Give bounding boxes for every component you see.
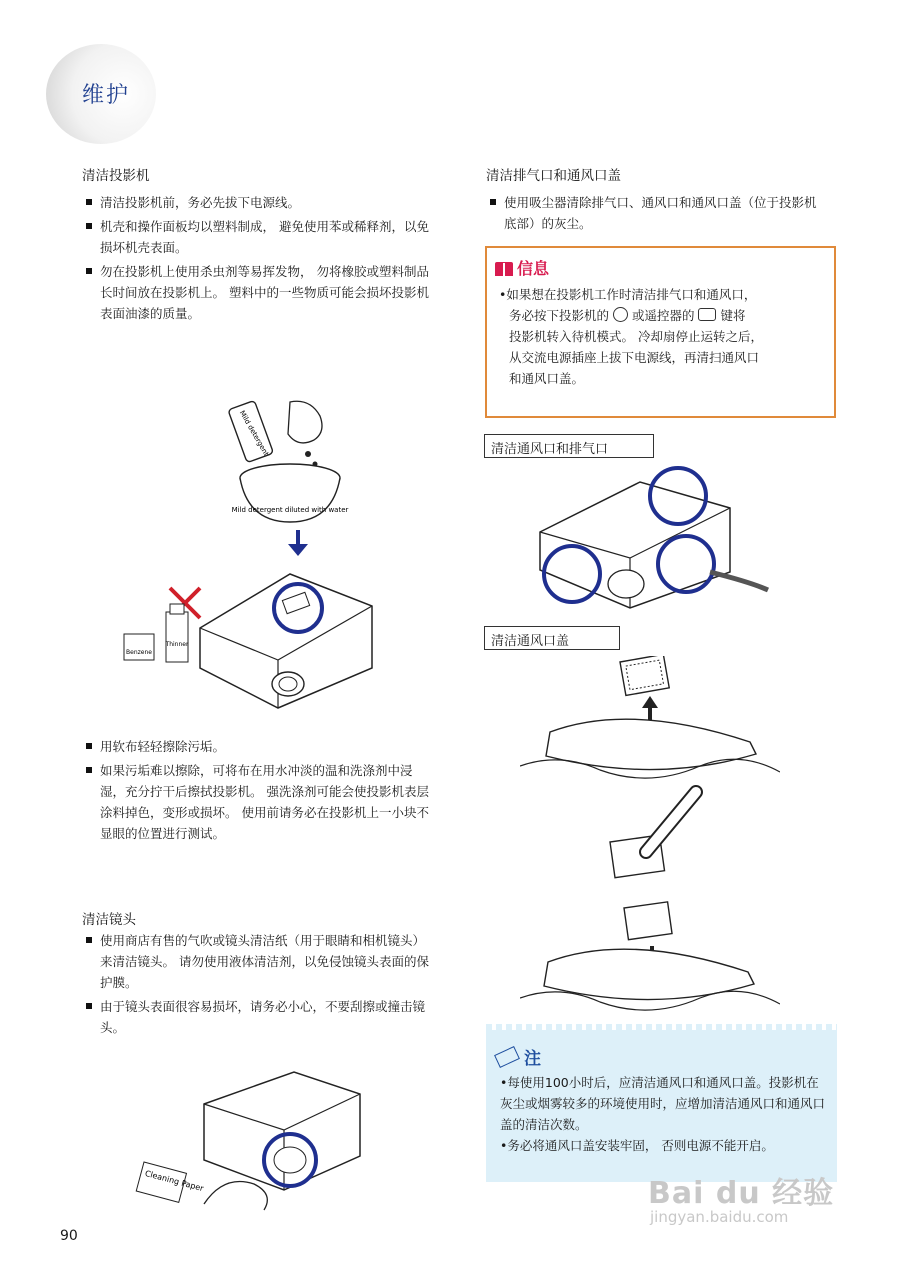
- info-line-2b: 或遥控器的: [631, 308, 695, 323]
- vent-vacuum-illustration: [530, 462, 770, 612]
- bowl-label: Mild detergent diluted with water: [231, 506, 349, 514]
- bottle-label: Mild detergent: [237, 409, 271, 458]
- note-item: •每使用100小时后，应清洁通风口和通风口盖。投影机在灰尘或烟雾较多的环境使用时，应增加清洁通风口和通风口盖的清洁次数。: [500, 1075, 826, 1132]
- cleaning-paper-label: Cleaning Paper: [143, 1168, 205, 1194]
- page-title: 维护: [82, 83, 131, 108]
- clean-lens-list: [84, 930, 429, 1041]
- info-line-3: 投影机转入待机模式。 冷却扇停止运转之后，: [509, 329, 763, 344]
- info-box: [485, 246, 836, 418]
- clean-projector-heading: 清洁投影机: [82, 168, 150, 184]
- info-line-4: 从交流电源插座上拔下电源线，再清扫通风口: [509, 350, 760, 365]
- detergent-bottle: [228, 400, 274, 463]
- note-title: 注: [524, 1049, 541, 1069]
- list-item: 机壳和操作面板均以塑料制成， 避免使用苯或稀释剂，以免损坏机壳表面。: [84, 216, 429, 258]
- list-item: 使用商店有售的气吹或镜头清洁纸（用于眼睛和相机镜头）来清洁镜头。 请勿使用液体清洁剂，以免侵蚀镜头表面的保护膜。: [84, 930, 429, 993]
- can-label: Benzene: [126, 649, 152, 656]
- vent-cover-illustration: [520, 656, 780, 1016]
- standby-button-icon: [613, 307, 628, 322]
- info-heading: [495, 256, 549, 279]
- list-item: 勿在投影机上使用杀虫剂等易挥发物， 勿将橡胶或塑料制品长时间放在投影机上。 塑料中的一些物质可能会损坏投影机表面油漆的质量。: [84, 261, 429, 324]
- watermark-brand: Bai du 经验: [648, 1176, 835, 1211]
- info-line-2a: 务必按下投影机的: [509, 308, 610, 323]
- clean-projector-list-2: [84, 736, 429, 847]
- info-line-2c: 键将: [720, 308, 746, 323]
- clean-lens-heading: 清洁镜头: [82, 912, 136, 928]
- projector-cleaning-illustration: [110, 398, 380, 718]
- caption-vents-exhaust: 清洁通风口和排气口: [484, 434, 654, 458]
- list-item: 由于镜头表面很容易损坏，请务必小心，不要刮擦或撞击镜头。: [84, 996, 429, 1038]
- thinner-label: Thinner: [165, 641, 189, 648]
- lens-cleaning-illustration: [134, 1064, 364, 1220]
- pencil-icon: [494, 1046, 520, 1068]
- note-heading: [496, 1044, 541, 1069]
- info-text: [499, 284, 829, 389]
- clean-projector-list: [84, 192, 429, 327]
- book-icon: [495, 262, 513, 276]
- note-box: [486, 1030, 837, 1182]
- list-item: 清洁投影机前，务必先拔下电源线。: [84, 192, 429, 213]
- info-line-5: 和通风口盖。: [509, 371, 585, 386]
- list-item: 如果污垢难以擦除，可将布在用水冲淡的温和洗涤剂中浸湿，充分拧干后擦拭投影机。 强洗涤剂可能会使投影机表层涂料掉色，变形或损坏。 使用前请务必在投影机上一小块不显眼的位置进行测试。: [84, 760, 429, 844]
- caption-vent-cover: 清洁通风口盖: [484, 626, 620, 650]
- clean-vents-list: [488, 192, 828, 237]
- list-item: 用软布轻轻擦除污垢。: [84, 736, 429, 757]
- watermark-url: jingyan.baidu.com: [650, 1208, 789, 1226]
- clean-vents-heading: 清洁排气口和通风口盖: [486, 168, 621, 184]
- remote-standby-key-icon: [698, 308, 716, 321]
- info-line-1: •如果想在投影机工作时清洁排气口和通风口，: [499, 287, 757, 302]
- info-line-2: [499, 305, 829, 326]
- page-number: 90: [60, 1228, 78, 1244]
- note-text: [500, 1072, 830, 1156]
- info-title: 信息: [517, 259, 550, 278]
- note-item: •务必将通风口盖安装牢固， 否则电源不能开启。: [500, 1138, 774, 1153]
- list-item: 使用吸尘器清除排气口、通风口和通风口盖（位于投影机底部）的灰尘。: [488, 192, 828, 234]
